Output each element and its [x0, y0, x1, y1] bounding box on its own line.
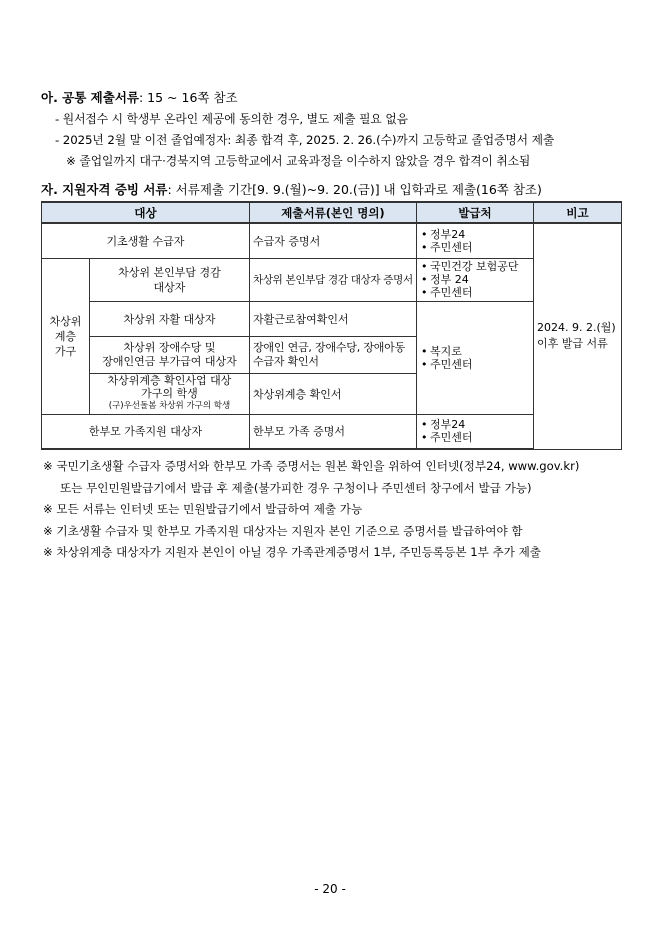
issuer-item: • 정부24	[430, 418, 530, 431]
issuer-item: • 주민센터	[430, 431, 530, 444]
row-disability-target: 차상위 장애수당 및 장애인연금 부가급여 대상자	[90, 336, 250, 373]
issuer-item: • 국민건강 보험공단	[430, 260, 530, 273]
note-line: ※ 차상위계층 대상자가 지원자 본인이 아닐 경우 가족관계증명서 1부, 주민등록등본 1부 추가 제출	[43, 545, 541, 560]
section-a-note: ※ 졸업일까지 대구·경북지역 고등학교에서 교육과정을 이수하지 않았을 경우 합격이 취소됨	[66, 154, 531, 168]
issuer-item: • 정부24	[430, 228, 530, 241]
row-self-support-target: 차상위 자활 대상자	[90, 301, 250, 336]
note-line: 또는 무인민원발급기에서 발급 후 제출(불가피한 경우 구청이나 주민센터 창구에서 발급 가능)	[60, 480, 532, 495]
row-single-parent-target: 한부모 가족지원 대상자	[42, 414, 250, 449]
row-burden-issuer	[417, 258, 534, 301]
row-single-parent-issuer	[417, 414, 534, 449]
section-a-line-2: - 2025년 2월 말 이전 졸업예정자: 최종 합격 후, 2025. 2. 26.(수)까지 고등학교 졸업증명서 제출	[55, 133, 555, 147]
row-self-support-doc: 자활근로참여확인서	[250, 301, 417, 336]
header-issuer: 발급처	[417, 202, 534, 223]
header-remark: 비고	[534, 202, 622, 223]
row-basic-issuer	[417, 223, 534, 258]
row-basic-target: 기초생활 수급자	[42, 223, 250, 258]
issuer-item: • 정부 24	[430, 273, 530, 286]
row-confirm-target-text: 차상위계층 확인사업 대상 가구의 학생	[107, 374, 232, 400]
row-single-parent-doc: 한부모 가족 증명서	[250, 414, 417, 449]
issuer-item: • 복지로	[430, 345, 530, 358]
row-confirm-target-note: (구)우선돌봄 차상위 가구의 학생	[108, 401, 231, 411]
header-target: 대상	[42, 202, 250, 223]
table-header-row	[42, 202, 622, 223]
note-line: ※ 기초생활 수급자 및 한부모 가족지원 대상자는 지원자 본인 기준으로 증명서를 발급하여야 함	[43, 523, 523, 538]
remark-cell: 2024. 9. 2.(월) 이후 발급 서류	[534, 223, 622, 449]
section-a-title-bold: 아. 공통 제출서류	[41, 90, 139, 105]
row-shared-issuer	[417, 301, 534, 414]
row-disability-doc: 장애인 연금, 장애수당, 장애아동 수급자 확인서	[250, 336, 417, 373]
header-document: 제출서류(본인 명의)	[250, 202, 417, 223]
section-a-title	[41, 88, 238, 106]
section-a-title-rest: : 15 ~ 16쪽 참조	[138, 90, 238, 105]
section-a-line-1: - 원서접수 시 학생부 온라인 제공에 동의한 경우, 별도 제출 필요 없음	[55, 112, 408, 126]
documents-table	[41, 201, 622, 450]
page-number: - 20 -	[314, 882, 346, 896]
issuer-item: • 주민센터	[430, 358, 530, 371]
row-confirm-doc: 차상위계층 확인서	[250, 373, 417, 414]
issuer-item: • 주민센터	[430, 241, 530, 254]
section-b-title-rest: : 서류제출 기간[9. 9.(월)~9. 20.(금)] 내 입학과로 제출(16쪽 참조)	[167, 182, 542, 197]
section-b-title-bold: 자. 지원자격 증빙 서류	[41, 182, 168, 197]
note-line: ※ 모든 서류는 인터넷 또는 민원발급기에서 발급하여 제출 가능	[43, 502, 363, 517]
section-b-title	[41, 180, 542, 198]
row-basic-doc: 수급자 증명서	[250, 223, 417, 258]
notes-block	[43, 456, 579, 564]
row-burden-target: 차상위 본인부담 경감 대상자	[90, 258, 250, 301]
group-label-near-poverty: 차상위 계층 가구	[42, 258, 90, 414]
row-burden-doc: 차상위 본인부담 경감 대상자 증명서	[250, 258, 417, 301]
note-line: ※ 국민기초생활 수급자 증명서와 한부모 가족 증명서는 원본 확인을 위하여 인터넷(정부24, www.gov.kr)	[43, 459, 580, 473]
row-confirm-target	[90, 373, 250, 414]
issuer-item: • 주민센터	[430, 286, 530, 299]
table-row	[42, 223, 622, 258]
